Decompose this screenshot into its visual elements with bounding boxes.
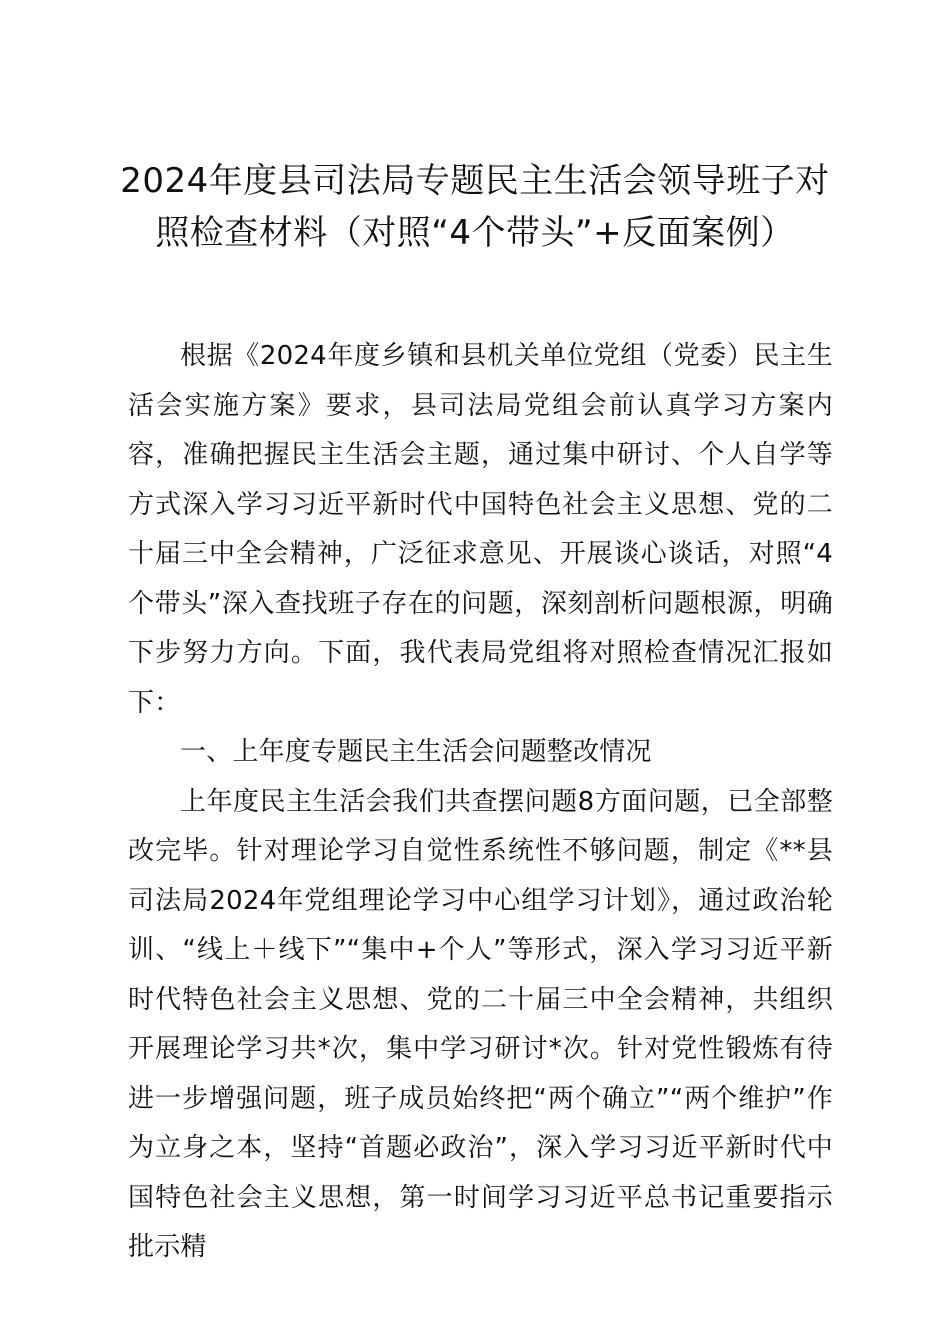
document-title: 2024年度县司法局专题民主生活会领导班子对照检查材料（对照“4个带头”+反面案例） <box>120 161 830 253</box>
paragraph-intro: 根据《2024年度乡镇和县机关单位党组（党委）民主生活会实施方案》要求，县司法局党组会前认真学习方案内容，准确把握民主生活会主题，通过集中研讨、个人自学等方式深入学习习近平新时代中国特色社会主义思想、党的二十届三中全会精神，广泛征求意见、开展谈心谈话，对照“4个带头”深入查找班子存在的问题，深刻剖析问题根源，明确下步努力方向。下面，我代表局党组将对照检查情况汇报如下： <box>128 341 833 718</box>
section-heading-1: 一、上年度专题民主生活会问题整改情况 <box>180 737 652 767</box>
paragraph-rectification: 上年度民主生活会我们共查摆问题8方面问题，已全部整改完毕。针对理论学习自觉性系统性不够问题，制定《**县司法局2024年党组理论学习中心组学习计划》，通过政治轮训、“线上＋线下”“集中+个人”等形式，深入学习习近平新时代特色社会主义思想、党的二十届三中全会精神，共组织开展理论学习共*次，集中学习研讨*次。针对党性锻炼有待进一步增强问题，班子成员始终把“两个确立”“两个维护”作为立身之本，坚持“首题必政治”，深入学习习近平新时代中国特色社会主义思想，第一时间学习习近平总书记重要指示批示精 <box>128 786 833 1262</box>
document-body <box>128 332 833 1273</box>
